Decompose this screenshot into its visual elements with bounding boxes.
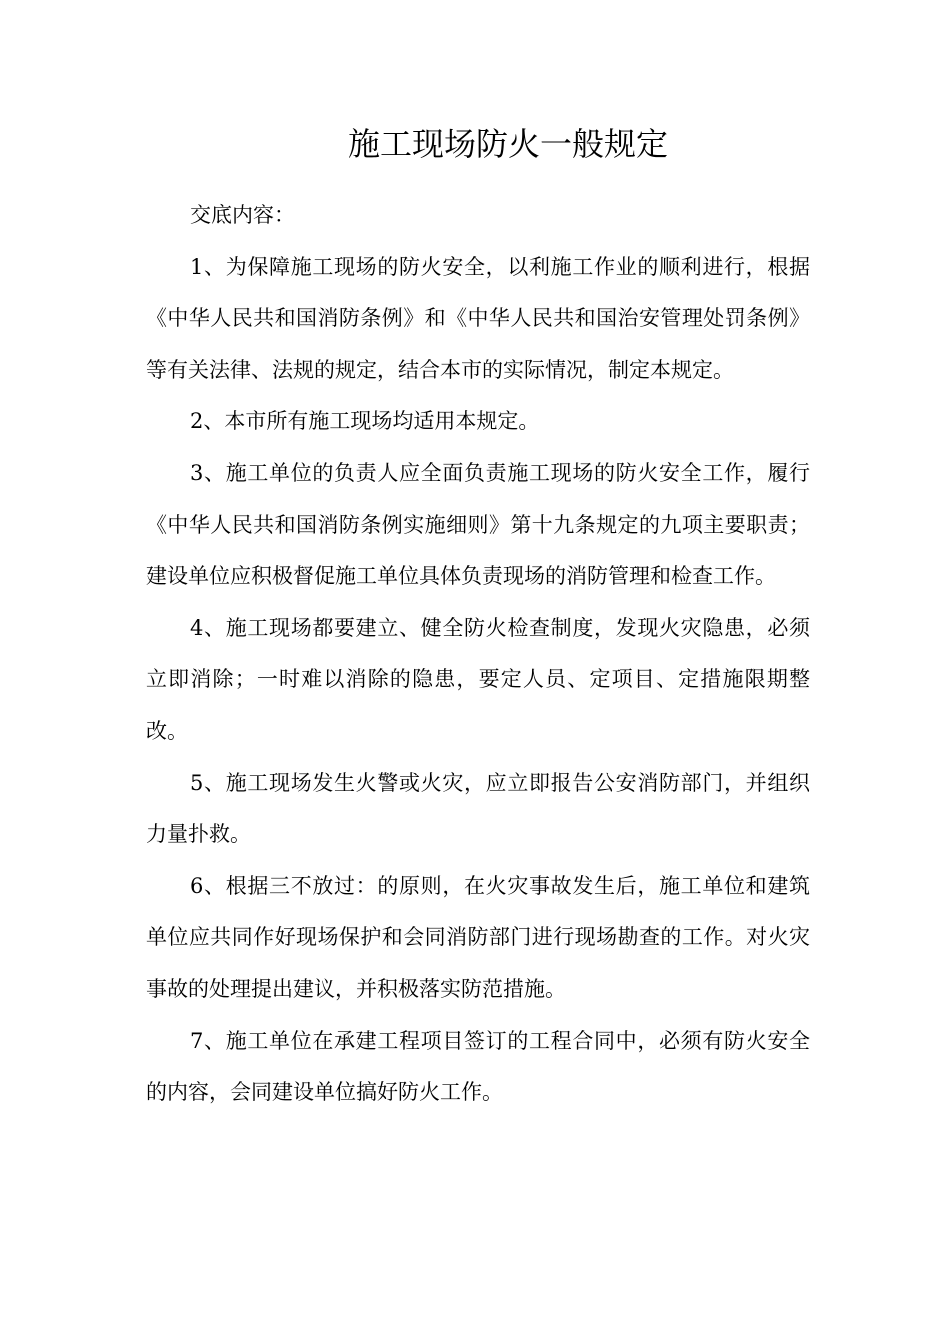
clause-6: 6、根据三不放过：的原则，在火灾事故发生后，施工单位和建筑单位应共同作好现场保护和会同消防部门进行现场勘查的工作。对火灾事故的处理提出建议，并积极落实防范措施。 <box>146 873 810 1001</box>
clause-5: 5、施工现场发生火警或火灾，应立即报告公安消防部门，并组织力量扑救。 <box>146 770 810 847</box>
document-body <box>146 190 810 1119</box>
intro-label: 交底内容： <box>190 203 295 227</box>
clause-4: 4、施工现场都要建立、健全防火检查制度，发现火灾隐患，必须立即消除；一时难以消除的隐患，要定人员、定项目、定措施限期整改。 <box>146 615 810 743</box>
clause-2: 2、本市所有施工现场均适用本规定。 <box>190 409 540 434</box>
clause-7: 7、施工单位在承建工程项目签订的工程合同中，必须有防火安全的内容，会同建设单位搞好防火工作。 <box>146 1028 810 1105</box>
document-title: 施工现场防火一般规定 <box>347 125 668 163</box>
clause-3: 3、施工单位的负责人应全面负责施工现场的防火安全工作，履行《中华人民共和国消防条例实施细则》第十九条规定的九项主要职责；建设单位应积极督促施工单位具体负责现场的消防管理和检查工作。 <box>146 460 810 589</box>
clause-1: 1、为保障施工现场的防火安全，以利施工作业的顺利进行，根据《中华人民共和国消防条例》和《中华人民共和国治安管理处罚条例》等有关法律、法规的规定，结合本市的实际情况，制定本规定。 <box>146 254 810 382</box>
